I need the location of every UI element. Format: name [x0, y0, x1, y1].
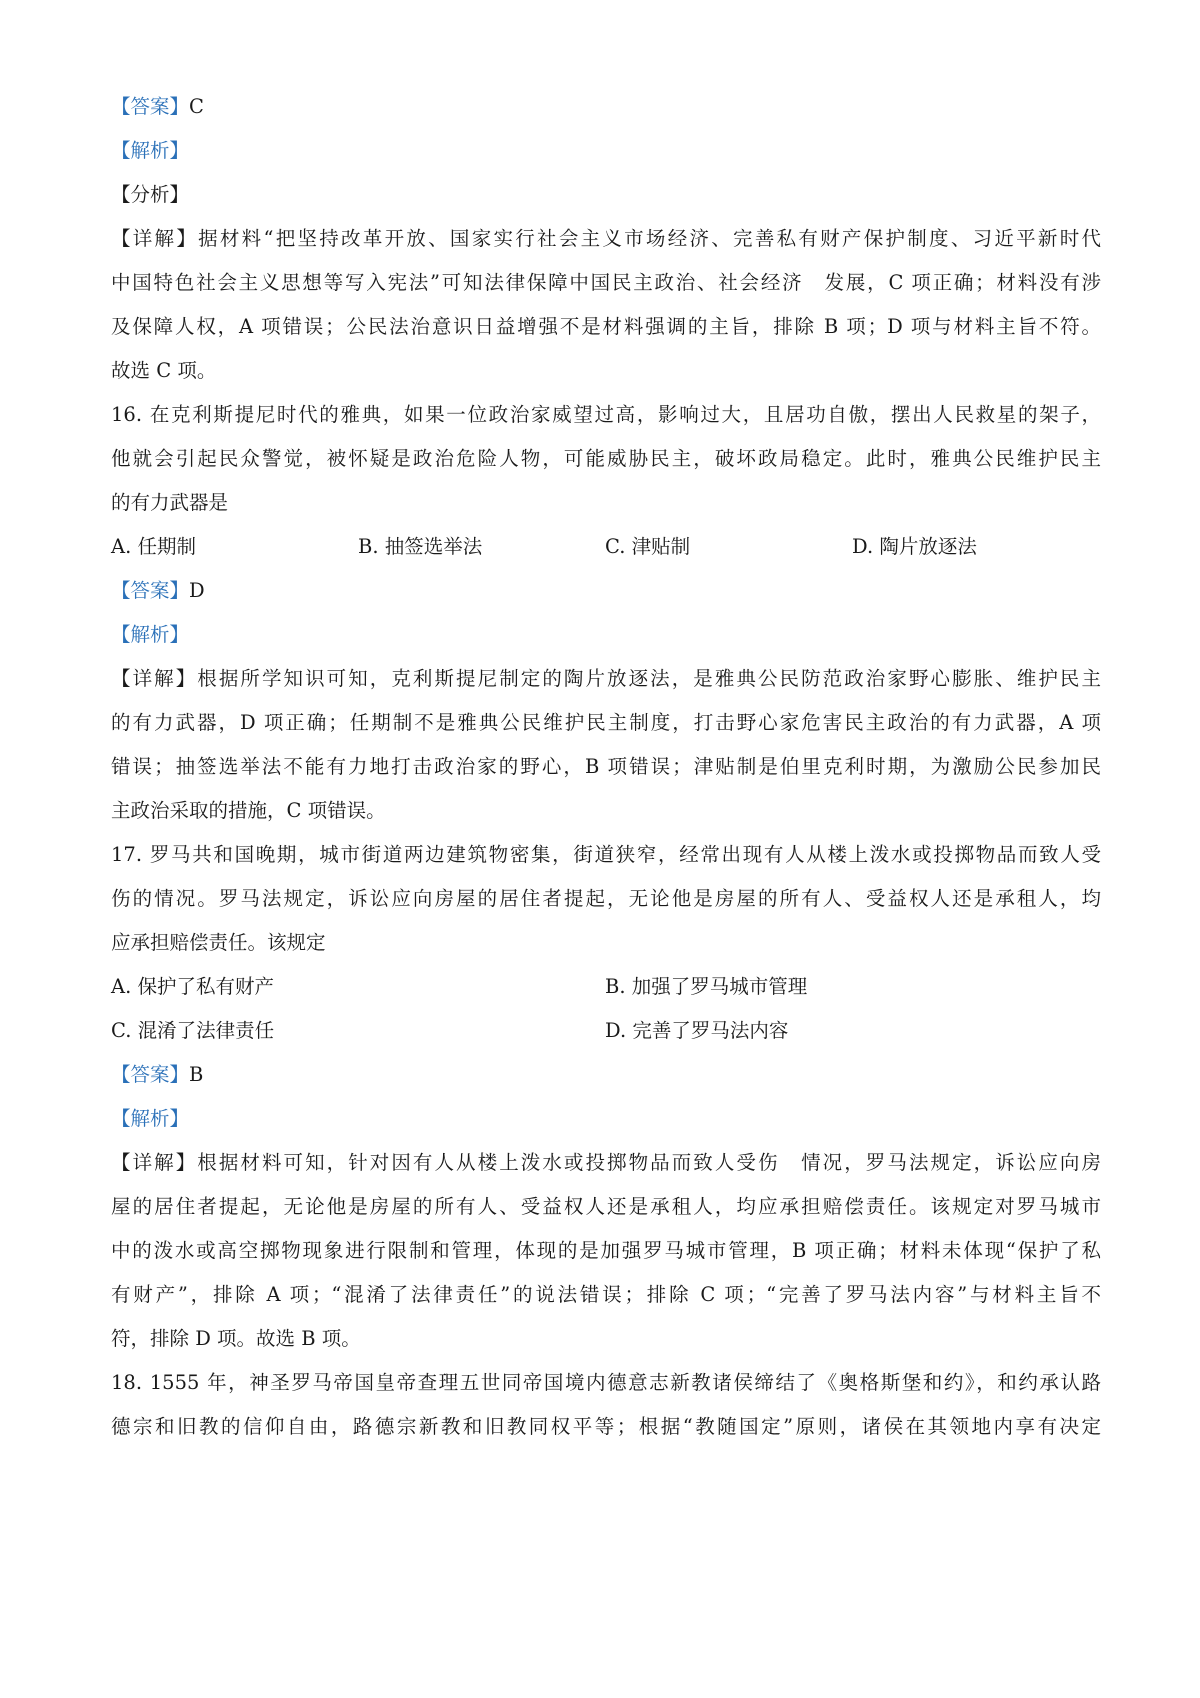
q16-analysis-label: 【解析】: [111, 623, 190, 646]
q16-stem-line-2: 他就会引起民众警觉，被怀疑是政治危险人物，可能威胁民主，破坏政局稳定。此时，雅典公民维护民主: [111, 447, 1101, 470]
q17-option-b: B. 加强了罗马城市管理: [605, 975, 808, 998]
q15-detail-line-2: 中国特色社会主义思想等写入宪法”可知法律保障中国民主政治、社会经济 发展，C 项正确；材料没有涉: [111, 271, 1101, 294]
q17-detail-line-3: 中的泼水或高空掷物现象进行限制和管理，体现的是加强罗马城市管理，B 项正确；材料未体现“保护了私: [111, 1239, 1101, 1262]
q16-option-b: B. 抽签选举法: [358, 535, 483, 558]
q17-option-d: D. 完善了罗马法内容: [605, 1019, 789, 1042]
q17-detail-line-1: 【详解】根据材料可知，针对因有人从楼上泼水或投掷物品而致人受伤 情况，罗马法规定，诉讼应向房: [111, 1151, 1101, 1174]
q17-stem-line-2: 伤的情况。罗马法规定，诉讼应向房屋的居住者提起，无论他是房屋的所有人、受益权人还是承租人，均: [111, 887, 1101, 910]
q16-option-c: C. 津贴制: [605, 535, 691, 558]
q15-analysis-label: 【解析】: [111, 139, 190, 162]
answer-label: 【答案】: [111, 95, 190, 118]
q17-stem-line-1: 17. 罗马共和国晚期，城市街道两边建筑物密集，街道狭窄，经常出现有人从楼上泼水或投掷物品而致人受: [111, 843, 1101, 866]
q17-detail-line-5: 符，排除 D 项。故选 B 项。: [111, 1327, 361, 1350]
q16-detail-line-2: 的有力武器，D 项正确；任期制不是雅典公民维护民主制度，打击野心家危害民主政治的有力武器，A 项: [111, 711, 1101, 734]
q16-stem-line-3: 的有力武器是: [111, 491, 229, 514]
q17-stem-line-3: 应承担赔偿责任。该规定: [111, 931, 326, 954]
q15-detail-line-3: 及保障人权，A 项错误；公民法治意识日益增强不是材料强调的主旨，排除 B 项；D 项与材料主旨不符。: [111, 315, 1101, 338]
q16-stem-line-1: 16. 在克利斯提尼时代的雅典，如果一位政治家威望过高，影响过大，且居功自傲，摆出人民救星的架子，: [111, 403, 1101, 426]
q15-answer: [111, 93, 1101, 121]
q18-stem-line-1: 18. 1555 年，神圣罗马帝国皇帝查理五世同帝国境内德意志新教诸侯缔结了《奥格斯堡和约》，和约承认路: [111, 1371, 1101, 1394]
q16-detail-line-1: 【详解】根据所学知识可知，克利斯提尼制定的陶片放逐法，是雅典公民防范政治家野心膨胀、维护民主: [111, 667, 1101, 690]
q16-detail-line-4: 主政治采取的措施，C 项错误。: [111, 799, 386, 822]
q16-answer: 【答案】D: [111, 579, 205, 602]
q16-option-d: D. 陶片放逐法: [852, 535, 977, 558]
q16-detail-line-3: 错误；抽签选举法不能有力地打击政治家的野心，B 项错误；津贴制是伯里克利时期，为激励公民参加民: [111, 755, 1101, 778]
q17-detail-line-2: 屋的居住者提起，无论他是房屋的所有人、受益权人还是承租人，均应承担赔偿责任。该规定对罗马城市: [111, 1195, 1101, 1218]
answer-value: C: [189, 95, 204, 118]
q15-fenxi-label: 【分析】: [111, 183, 190, 206]
q17-detail-line-4: 有财产”，排除 A 项；“混淆了法律责任”的说法错误；排除 C 项；“完善了罗马法内容”与材料主旨不: [111, 1283, 1101, 1306]
q15-detail-line-1: 【详解】据材料“把坚持改革开放、国家实行社会主义市场经济、完善私有财产保护制度、习近平新时代: [111, 227, 1101, 250]
q18-stem-line-2: 德宗和旧教的信仰自由，路德宗新教和旧教同权平等；根据“教随国定”原则，诸侯在其领地内享有决定: [111, 1415, 1101, 1438]
q17-answer: 【答案】B: [111, 1063, 204, 1086]
q17-option-c: C. 混淆了法律责任: [111, 1019, 275, 1042]
q17-option-a: A. 保护了私有财产: [111, 975, 274, 998]
q17-analysis-label: 【解析】: [111, 1107, 190, 1130]
q16-option-a: A. 任期制: [111, 535, 196, 558]
q15-detail-line-4: 故选 C 项。: [111, 359, 217, 382]
